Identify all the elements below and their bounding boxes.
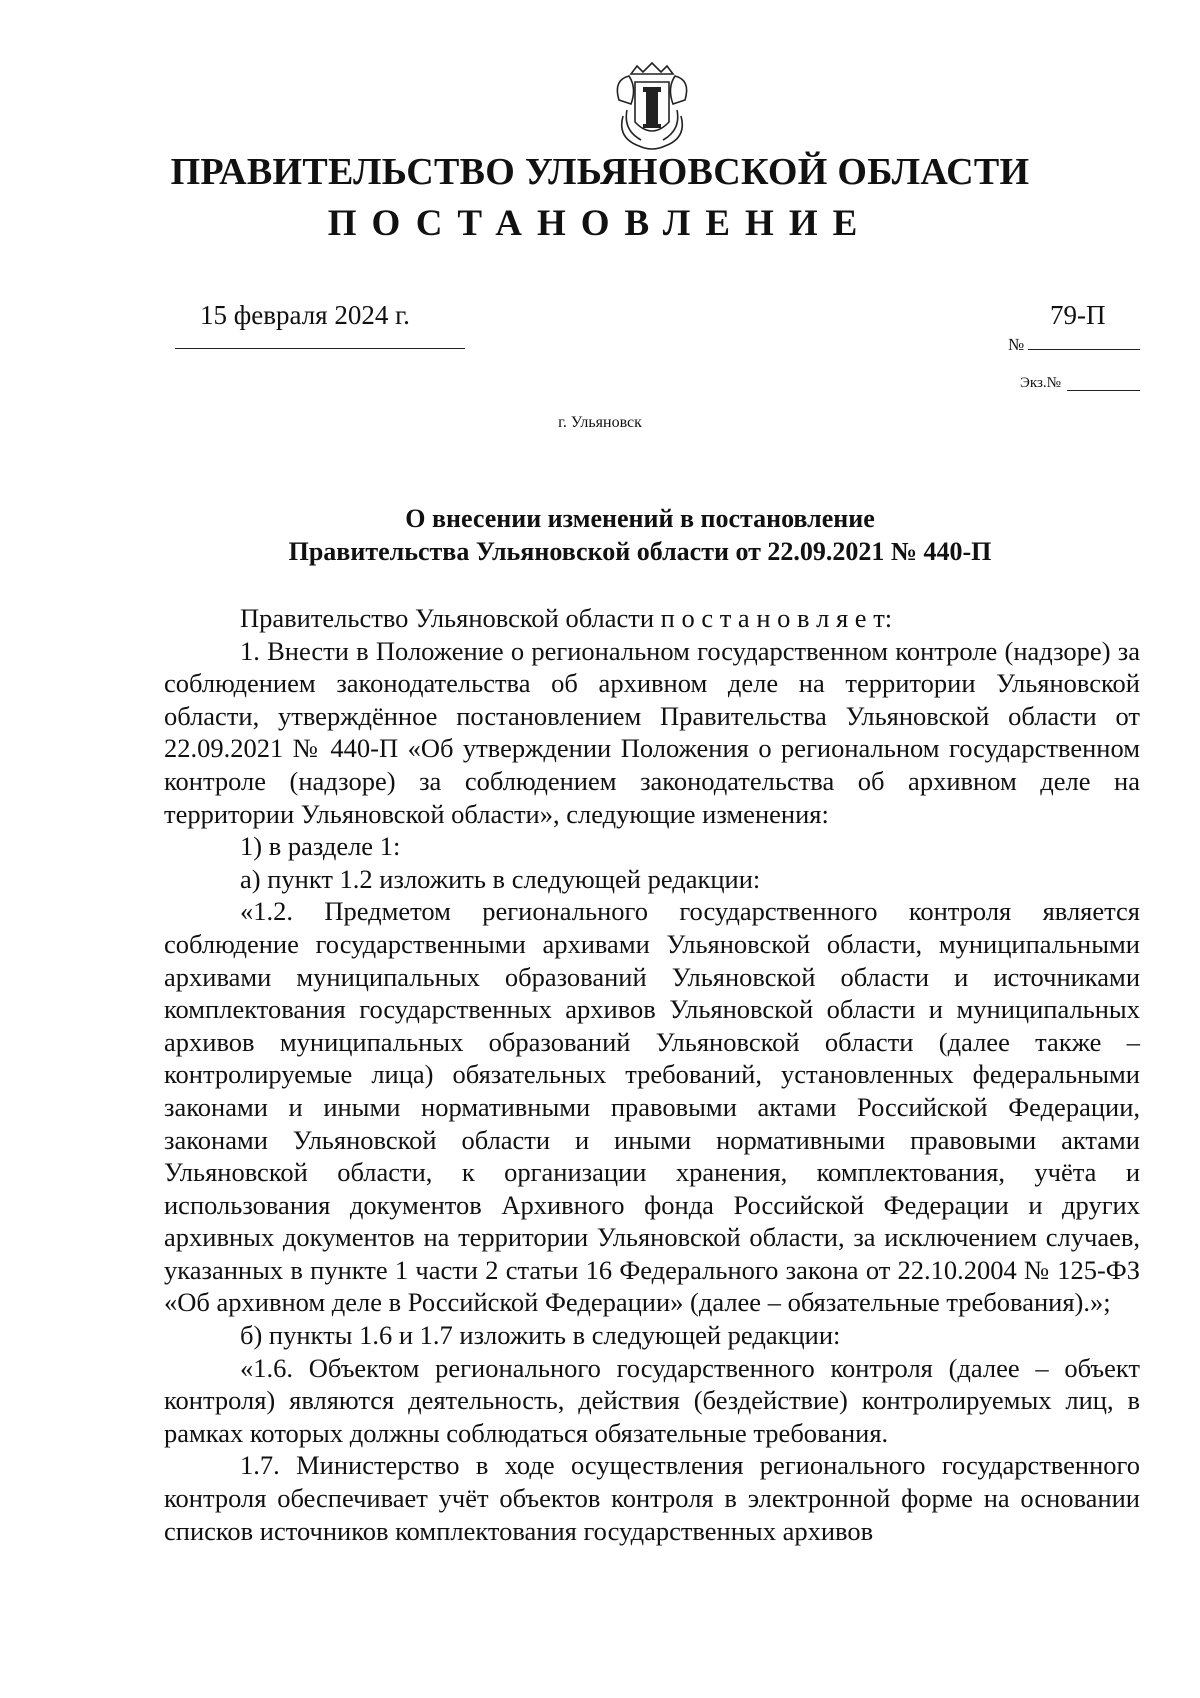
- document-type-title: ПОСТАНОВЛЕНИЕ: [327, 203, 873, 244]
- preamble-paragraph: Правительство Ульяновской области п о с т а н о в л я е т:: [240, 603, 893, 633]
- paragraph-item-1: 1. Внести в Положение о региональном государственном контроле (надзоре) за соблюдением законодательства об архивном деле на территории Ульяновской области, утверждённое постановлением Правительства Ульяновской области от 22.09.2021 № 440-П «Об утверждении Положения о региональном государственном контроле (надзоре) за соблюдением законодательства об архивном деле на территории Ульяновской области», следующие изменения:: [164, 635, 1140, 829]
- paragraph-subitem-a: а) пункт 1.2 изложить в следующей редакции:: [240, 863, 761, 894]
- document-date: 15 февраля 2024 г.: [200, 300, 410, 330]
- paragraph-clause-1-2: «1.2. Предметом регионального государственного контроля является соблюдение государственными архивами Ульяновской области, муниципальными архивами муниципальных образований Ульяновской области и источниками комплектования государственных архивов Ульяновской области и муниципальных архивов муниципальных образований Ульяновской области (далее также – контролируемые лица) обязательных требований, установленных федеральными законами и иными нормативными правовыми актами Российской Федерации, законами Ульяновской области и иными нормативными правовыми актами Ульяновской области, к организации хранения, комплектования, учёта и использования документов Архивного фонда Российской Федерации и других архивных документов на территории Ульяновской области, за исключением случаев, указанных в пункте 1 части 2 статьи 16 Федерального закона от 22.10.2004 № 125-ФЗ «Об архивном деле в Российской Федерации» (далее – обязательные требования).»;: [164, 896, 1140, 1318]
- subject-line-2: Правительства Ульяновской области от 22.09.2021 № 440-П: [288, 537, 992, 566]
- copy-number-label: Экз.№: [1020, 375, 1061, 391]
- number-underline: [1028, 349, 1140, 350]
- document-body: [164, 602, 1140, 1547]
- paragraph-subitem-b: б) пункты 1.6 и 1.7 изложить в следующей редакции:: [240, 1320, 841, 1351]
- paragraph-section-1: 1) в разделе 1:: [240, 831, 401, 862]
- subject-line-1: О внесении изменений в постановление: [405, 504, 875, 533]
- number-label: №: [1008, 335, 1025, 354]
- document-number: 79-П: [1050, 300, 1106, 330]
- document-city: г. Ульяновск: [558, 414, 642, 431]
- paragraph-clause-1-6: «1.6. Объектом регионального государственного контроля (далее – объект контроля) являются деятельность, действия (бездействие) контролируемых лиц, в рамках которых должны соблюдаться обязательные требования.: [164, 1352, 1140, 1448]
- document-subject: [160, 502, 1120, 568]
- copy-number-underline: [1067, 390, 1140, 391]
- paragraph-clause-1-7: 1.7. Министерство в ходе осуществления регионального государственного контроля обеспечивает учёт объектов контроля в электронной форме на основании списков источников комплектования государственных архивов: [164, 1450, 1140, 1546]
- coat-of-arms-icon: [609, 60, 695, 156]
- organization-title: ПРАВИТЕЛЬСТВО УЛЬЯНОВСКОЙ ОБЛАСТИ: [170, 151, 1030, 193]
- date-underline: [175, 348, 465, 349]
